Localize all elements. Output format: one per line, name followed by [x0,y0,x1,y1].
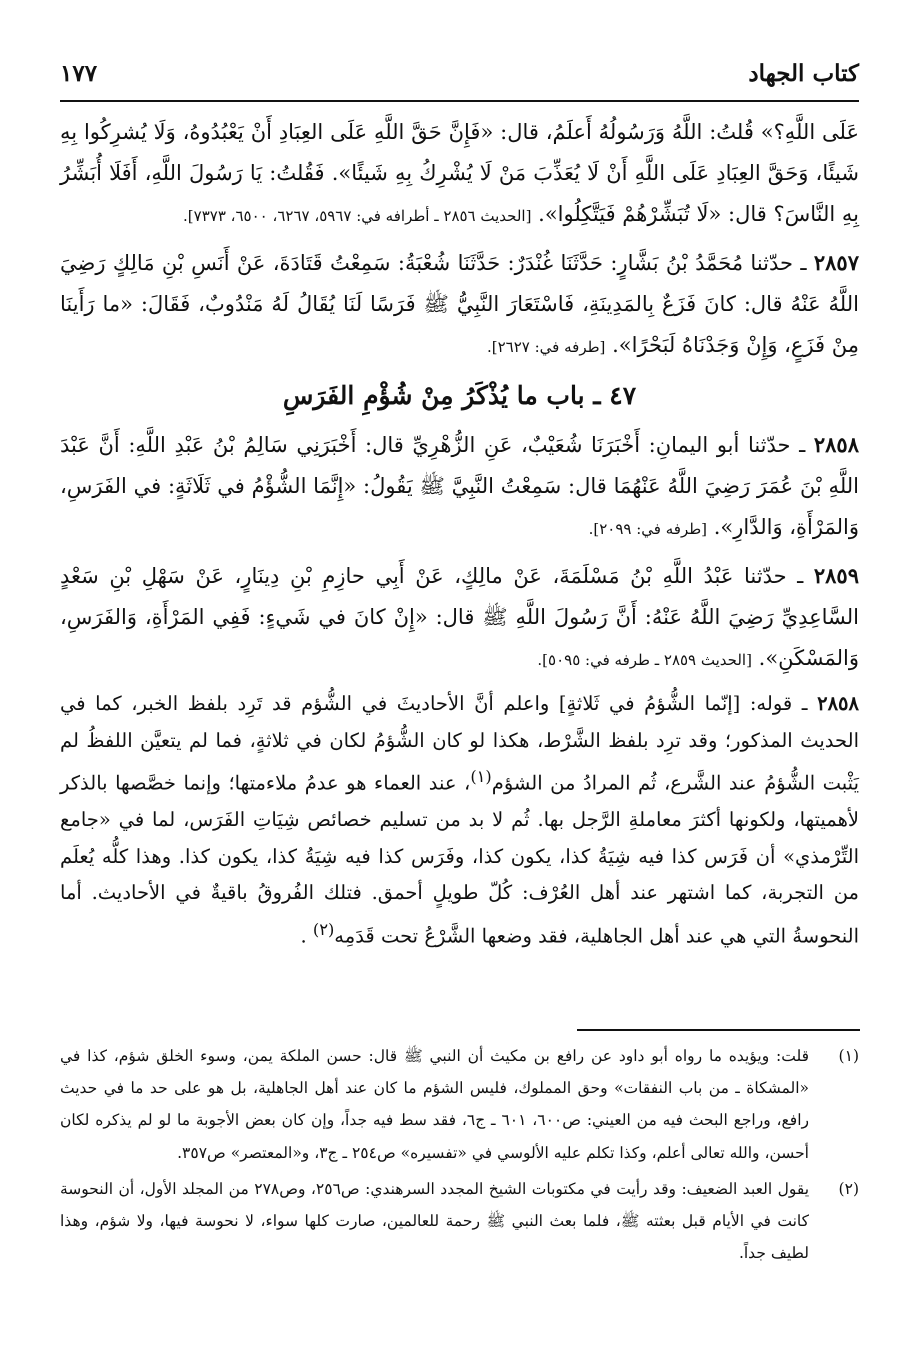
footnote-marker-1[interactable]: (١) [470,767,492,786]
footnote-2 [60,1173,859,1270]
commentary-2858 [60,686,859,955]
hadith-text: ـ حدّثنا أبو اليمانِ: أَخْبَرَنَا شُعَيْبٌ، عَنِ الزُّهْرِيِّ قال: أَخْبَرَنِي سَالِمُ بْنُ عَبْدِ اللَّهِ: أَنَّ عَبْدَ اللَّهِ بْنَ عُمَرَ رَضِيَ اللَّهُ عَنْهُمَا قال: سَمِعْتُ النَّبِيَّ ﷺ يَقُولُ: «إِنَّمَا الشُّؤْمُ في ثَلَاثَةٍ: في الفَرَسِ، وَالمَرْأَةِ، وَالدَّارِ». [60,433,859,539]
hadith-2859 [60,555,859,681]
hadith-ref: [الحديث ٢٨٥٦ ـ أطرافه في: ٥٩٦٧، ٦٢٦٧، ٦٥٠٠، ٧٣٧٣]. [183,207,532,225]
hadith-text: ـ حدّثنا عَبْدُ اللَّهِ بْنُ مَسْلَمَةَ، عَنْ مالِكٍ، عَنْ أَبِي حازِمِ بْنِ دِينَارٍ، عَنْ سَهْلِ بْنِ سَعْدٍ السَّاعِدِيِّ رَضِيَ اللَّهُ عَنْهُ: أَنَّ رَسُولَ اللَّهِ ﷺ قال: «إِنْ كانَ في شَيءٍ: فَفِي المَرْأَةِ، وَالفَرَسِ، وَالمَسْكَنِ». [60,564,859,670]
main-text [60,112,859,955]
commentary-text: ، عند العماء هو عدمُ ملاءمتها؛ وإنما خصَّصها بالذكر لأهميتها، ولكونها أكثرَ معاملةِ الرَّجل بها. ثُم لا بد من تسليم خصائص شِيَاتِ الفَرَس، لما في «جامع التِّرْمذي» أن فَرَس كذا فيه شِيَةُ كذا، يكون كذا، وفَرَس كذا فيه شِيَةُ كذا، يكون كذا. وهذا كلُّه يُعلَم من التجربة، كما اشتهر عند أهل العُرْف: كُلّ طويلٍ أحمق. فتلك الفُروقُ باقيةٌ في الأحاديث. أما النحوسةُ التي هي عند أهل الجاهلية، فقد وضعها الشَّرْعُ تحت قَدَمِه [60,771,859,947]
commentary-number: ٢٨٥٨ [817,692,859,715]
hadith-ref: [طرفه في: ٢٦٢٧]. [487,338,606,356]
commentary-text: ـ قوله: [إنّما الشُّؤمُ في ثَلاثةٍ] واعلم أنَّ الأحاديثَ في الشُّؤم قد تَرِد بلفظ الخبر، كما في الحديث المذكور؛ وقد ترِد بلفظ الشَّرْط، هكذا لو كان الشُّؤمُ لكان في ثلاثةٍ، فما لم يتعيَّن اللفظُ لم يَثْبت الشُّؤمُ عند الشَّرع، ثُم المرادُ من الشؤم [60,692,859,795]
hadith-2856-continuation [60,112,859,237]
footnote-text: قلت: ويؤيده ما رواه أبو داود عن رافع بن مكيث أن النبي ﷺ قال: حسن الملكة يمن، وسوء الخلق شؤم، كذا في «المشكاة ـ من باب النفقات» وحق المملوك، فليس الشؤم ما كان عند أهل الجاهلية، بل هو على حد ما في حديث رافع، وراجع البحث فيه من العيني: ص٦٠٠، ٦٠١ ـ ج٦، فقد سط فيه جداً، وإن كان بعض الأجوبة ما لو لم يذكره لكان أحسن، والله تعالى أعلم، وكذا تكلم عليه الألوسي في «تفسيره» ص٢٥٤ ـ ج٣، و«المعتصر» ص٣٥٧. [60,1047,810,1162]
footnote-text: يقول العبد الضعيف: وقد رأيت في مكتوبات الشيخ المجدد السرهندي: ص٢٥٦، وص٢٧٨ من المجلد الأول، أن النحوسة كانت في الأيام قبل بعثته ﷺ، فلما بعث النبي ﷺ رحمة للعالمين، صارت كلها سواء، لا نحوسة فيها، ولا شؤم، وهذا لطيف جداً. [60,1179,810,1263]
hadith-2858 [60,424,859,550]
hadith-number: ٢٨٥٨ [813,432,859,457]
commentary-text-end: . [300,924,313,947]
hadith-number: ٢٨٥٧ [813,250,859,275]
page-number: ١٧٧ [60,60,98,87]
footnotes [60,1040,859,1273]
footnote-number: (٢) [838,1179,859,1198]
chapter-heading: ٤٧ ـ باب ما يُذْكَرُ مِنْ شُؤْمِ الفَرَسِ [282,381,637,410]
hadith-text: عَلَى اللَّهِ؟» قُلتُ: اللَّهُ وَرَسُولُهُ أَعلَمُ، قال: «فَإِنَّ حَقَّ اللَّهِ عَلَى العِبَادِ أَنْ يَعْبُدُوهُ، وَلَا يُشرِكُوا بِهِ شَيئًا، وَحَقَّ العِبَادِ عَلَى اللَّهِ أَنْ لَا يُعَذِّبَ مَنْ لَا يُشْرِكُ بِهِ شَيئًا». فَقُلتُ: يَا رَسُولَ اللَّهِ، أَفَلَا أُبَشِّرُ بِهِ النَّاسَ؟ قال: «لَا تُبَشِّرْهُمْ فَيَتَّكِلُوا». [60,120,859,226]
running-title: كتاب الجهاد [748,60,859,87]
hadith-text: ـ حدّثنا مُحَمَّدُ بْنُ بَشَّارٍ: حَدَّثَنَا غُنْدَرٌ: حَدَّثَنَا شُعْبَةُ: سَمِعْتُ قَتَادَةَ، عَنْ أَنَسِ بْنِ مَالِكٍ رَضِيَ اللَّهُ عَنْهُ قال: كانَ فَزَعٌ بِالمَدِينَةِ، فَاسْتَعَارَ النَّبِيُّ ﷺ فَرَسًا لَنَا يُقَالُ لَهُ مَنْدُوبٌ، فَقَالَ: «ما رَأَينَا مِنْ فَزَعٍ، وَإِنْ وَجَدْنَاهُ لَبَحْرًا». [60,251,859,357]
footnote-marker-2[interactable]: (٢) [312,919,335,939]
hadith-ref: [طرفه في: ٢٠٩٩]. [588,520,708,538]
hadith-2857 [60,242,859,368]
footnote-separator [577,1029,860,1031]
footnote-number: (١) [838,1047,859,1065]
footnote-1 [60,1040,859,1169]
hadith-ref: [الحديث ٢٨٥٩ ـ طرفه في: ٥٠٩٥]. [537,651,752,669]
page-header [60,56,859,102]
hadith-number: ٢٨٥٩ [813,563,859,588]
